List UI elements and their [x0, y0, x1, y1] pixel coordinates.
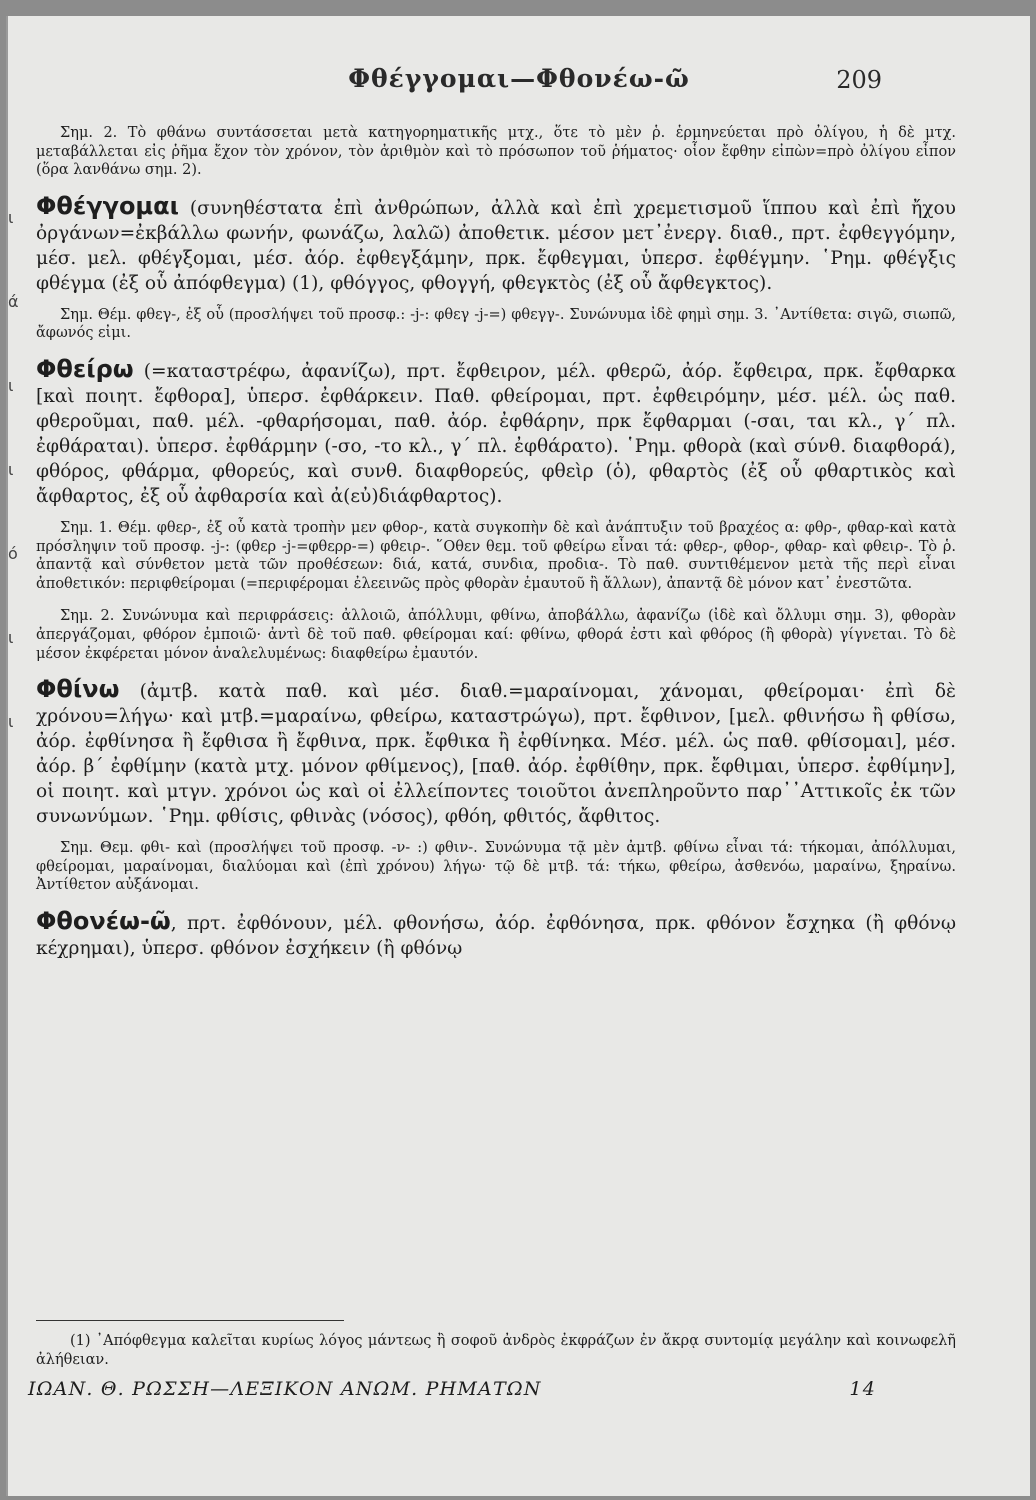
note-block: Σημ. 2. Τὸ φθάνω συντάσσεται μετὰ κατηγορηματικῆς μτχ., ὅτε τὸ μὲν ῥ. ἑρμηνεύεται πρὸ ὀλίγου, ἡ δὲ μτχ. μεταβάλλεται εἰς ῥῆμα ἔχον τὸν χρόνον, τὸν ἀριθμὸν καὶ τὸ πρόσωπον τοῦ ῥήματος· οἷον ἔφθην εἰπὼν=πρὸ ὀλίγου εἶπον (ὅρα λανθάνω σημ. 2). [36, 125, 956, 179]
signature-mark: 14 [849, 1378, 876, 1400]
dictionary-text [36, 124, 956, 971]
printer-imprint: ΙΩΑΝ. Θ. ΡΩΣΣΗ—ΛΕΞΙΚΟΝ ΑΝΩΜ. ΡΗΜΑΤΩΝ [28, 1378, 542, 1400]
entry-body: (=καταστρέφω, ἀφανίζω), πρτ. ἔφθειρον, μέλ. φθερῶ, ἀόρ. ἔφθειρα, πρκ. ἔφθαρκα [καὶ ποιητ. ἔφθορα], ὑπερσ. ἐφθάρκειν. Παθ. φθείρομαι, πρτ. ἐφθειρόμην, μέσ. μέλ. ὡς παθ. φθεροῦμαι, παθ. μέλ. -φθαρήσομαι, παθ. ἀόρ. ἐφθάρην, πρκ ἔφθαρμαι (-σαι, ται κλ., γ´ πλ. ἐφθάραται). ὑπερσ. ἐφθάρμην (-σο, -το κλ., γ´ πλ. ἐφθάρατο). ῾Ρημ. φθορὰ (καὶ σύνθ. διαφθορά), φθόρος, φθάρμα, φθορεύς, καὶ συνθ. διαφθορεύς, φθεὶρ (ὁ), φθαρτὸς (ἐξ οὗ φθαρτικὸς καὶ ἄφθαρτος, ἐξ οὗ ἀφθαρσία καὶ ἀ(εὐ)διάφθαρτος). [36, 360, 956, 507]
note-block: Σημ. 2. Συνώνυμα καὶ περιφράσεις: ἀλλοιῶ, ἀπόλλυμι, φθίνω, ἀποβάλλω, ἀφανίζω (ἰδὲ καὶ ὄλλυμι σημ. 3), φθορὰν ἀπεργάζομαι, φθόρον ἐμποιῶ· ἀντὶ δὲ τοῦ παθ. φθείρομαι καί: φθίνω, φθορά ἐστι καὶ φθόρος (ἢ φθορὰ) γίγνεται. Τὸ δὲ μέσον ἐκφέρεται μόνον ἀναλελυμένως: διαφθείρω ἐμαυτόν. [36, 608, 956, 662]
entry-lemma: Φθονέω-ῶ [36, 906, 171, 935]
entry-lemma: Φθέγγομαι [36, 191, 179, 220]
entry-lemma: Φθίνω [36, 675, 120, 704]
footnote: (1) ᾽Απόφθεγμα καλεῖται κυρίως λόγος μάντεως ἢ σοφοῦ ἀνδρὸς ἐκφράζων ἐν ἄκρᾳ συντομίᾳ μεγάλην καὶ κοινωφελῆ ἀλήθειαν. [36, 1333, 956, 1368]
entry-body: (ἀμτβ. κατὰ παθ. καὶ μέσ. διαθ.=μαραίνομαι, χάνομαι, φθείρομαι· ἐπὶ δὲ χρόνου=λήγω· καὶ μτβ.=μαραίνω, φθείρω, καταστρώγω), πρτ. ἔφθινον, [μελ. φθινήσω ἢ φθίσω, ἀόρ. ἐφθίνησα ἢ ἔφθισα ἢ ἔφθινα, πρκ. ἔφθικα ἢ ἐφθίνηκα. Μέσ. μέλ. ὡς παθ. φθίσομαι], μέσ. ἀόρ. β´ ἐφθίμην (κατὰ μτχ. μόνον φθίμενος), [παθ. ἀόρ. ἐφθίθην, πρκ. ἔφθιμαι, ὑπερσ. ἐφθίμην], οἱ ποιητ. καὶ μτγν. χρόνοι ὡς καὶ οἱ ἐλλείποντες τοιοῦτοι ἀνεπληροῦντο παρ᾽᾽Αττικοῖς ἐκ τῶν συνωνύμων. ῾Ρημ. φθίσις, φθινὰς (νόσος), φθόη, φθιτός, ἄφθιτος. [36, 681, 956, 828]
page-number: 209 [836, 66, 882, 94]
dictionary-entry [36, 354, 956, 509]
dictionary-entry [36, 906, 956, 961]
running-title: Φθέγγομαι—Φθονέω-ῶ [348, 64, 690, 93]
entry-body: , πρτ. ἐφθόνουν, μέλ. φθονήσω, ἀόρ. ἐφθόνησα, πρκ. φθόνον ἔσχηκα (ἢ φθόνῳ κέχρημαι), ὑπερσ. φθόνον ἐσχήκειν (ἢ φθόνῳ [36, 912, 956, 959]
book-page [6, 16, 1030, 1496]
note-block: Σημ. Θεμ. φθι- καὶ (προσλήψει τοῦ προσφ. -ν- :) φθιν-. Συνώνυμα τᾷ μὲν ἀμτβ. φθίνω εἶναι τά: τήκομαι, ἀπόλλυμαι, φθείρομαι, μαραίνομαι, διαλύομαι καὶ (ἐπὶ χρόνου) λήγω· τῷ δὲ μτβ. τά: τήκω, φθείρω, ἀσθενόω, μαραίνω, ξηραίνω. Ἀντίθετον αὐξάνομαι. [36, 840, 956, 894]
entry-lemma: Φθείρω [36, 354, 134, 383]
page-footer [28, 1378, 876, 1400]
note-block: Σημ. Θέμ. φθεγ-, ἐξ οὗ (προσλήψει τοῦ προσφ.: -j-: φθεγ -j-=) φθεγγ-. Συνώνυμα ἰδὲ φημὶ σημ. 3. ᾽Αντίθετα: σιγῶ, σιωπῶ, ἄφωνός εἰμι. [36, 306, 956, 342]
page-header [8, 64, 1030, 104]
dictionary-entry [36, 677, 956, 829]
dictionary-entry [36, 191, 956, 296]
binding-margin-marks: ι ά ι ι ό ι ι [8, 208, 19, 731]
note-block: Σημ. 1. Θέμ. φθερ-, ἐξ οὗ κατὰ τροπὴν μεν φθορ-, κατὰ συγκοπὴν δὲ καὶ ἀνάπτυξιν τοῦ βραχέος α: φθρ-, φθαρ-καὶ κατὰ πρόσληψιν τοῦ προσφ. -j-: (φθερ -j-=φθερρ-=) φθειρ-. ῞Οθεν θεμ. τοῦ φθείρω εἶναι τά: φθερ-, φθορ-, φθαρ- καὶ φθειρ-. Τὸ ῥ. ἀπαντᾷ καὶ σύνθετον μετὰ τῶν προθέσεων: διά, κατά, συνδια, προδια-. Τὸ παθ. συντιθέμενον μετὰ τῆς περὶ εἶναι ἀποθετικόν: περιφθείρομαι (=περιφέρομαι ἐλεεινῶς πρὸς φθορὰν ἐμαυτοῦ ἢ ἄλλων), ἀπαντᾷ δὲ μόνον κατ᾽ ἐνεστῶτα. [36, 519, 956, 592]
footnote-divider [36, 1320, 344, 1321]
entry-body: (συνηθέστατα ἐπὶ ἀνθρώπων, ἀλλὰ καὶ ἐπὶ χρεμετισμοῦ ἵππου καὶ ἐπὶ ἤχου ὀργάνων=ἐκβάλλω φωνήν, φωνάζω, λαλῶ) ἀποθετικ. μέσον μετ᾽ἐνεργ. διαθ., πρτ. ἐφθεγγόμην, μέσ. μελ. φθέγξομαι, μέσ. ἀόρ. ἐφθεγξάμην, πρκ. ἔφθεγμαι, ὑπερσ. ἐφθέγμην. ῾Ρημ. φθέγξις φθέγμα (ἐξ οὗ ἀπόφθεγμα) (1), φθόγγος, φθογγή, φθεγκτὸς (ἐξ οὗ ἄφθεγκτος). [36, 197, 956, 294]
